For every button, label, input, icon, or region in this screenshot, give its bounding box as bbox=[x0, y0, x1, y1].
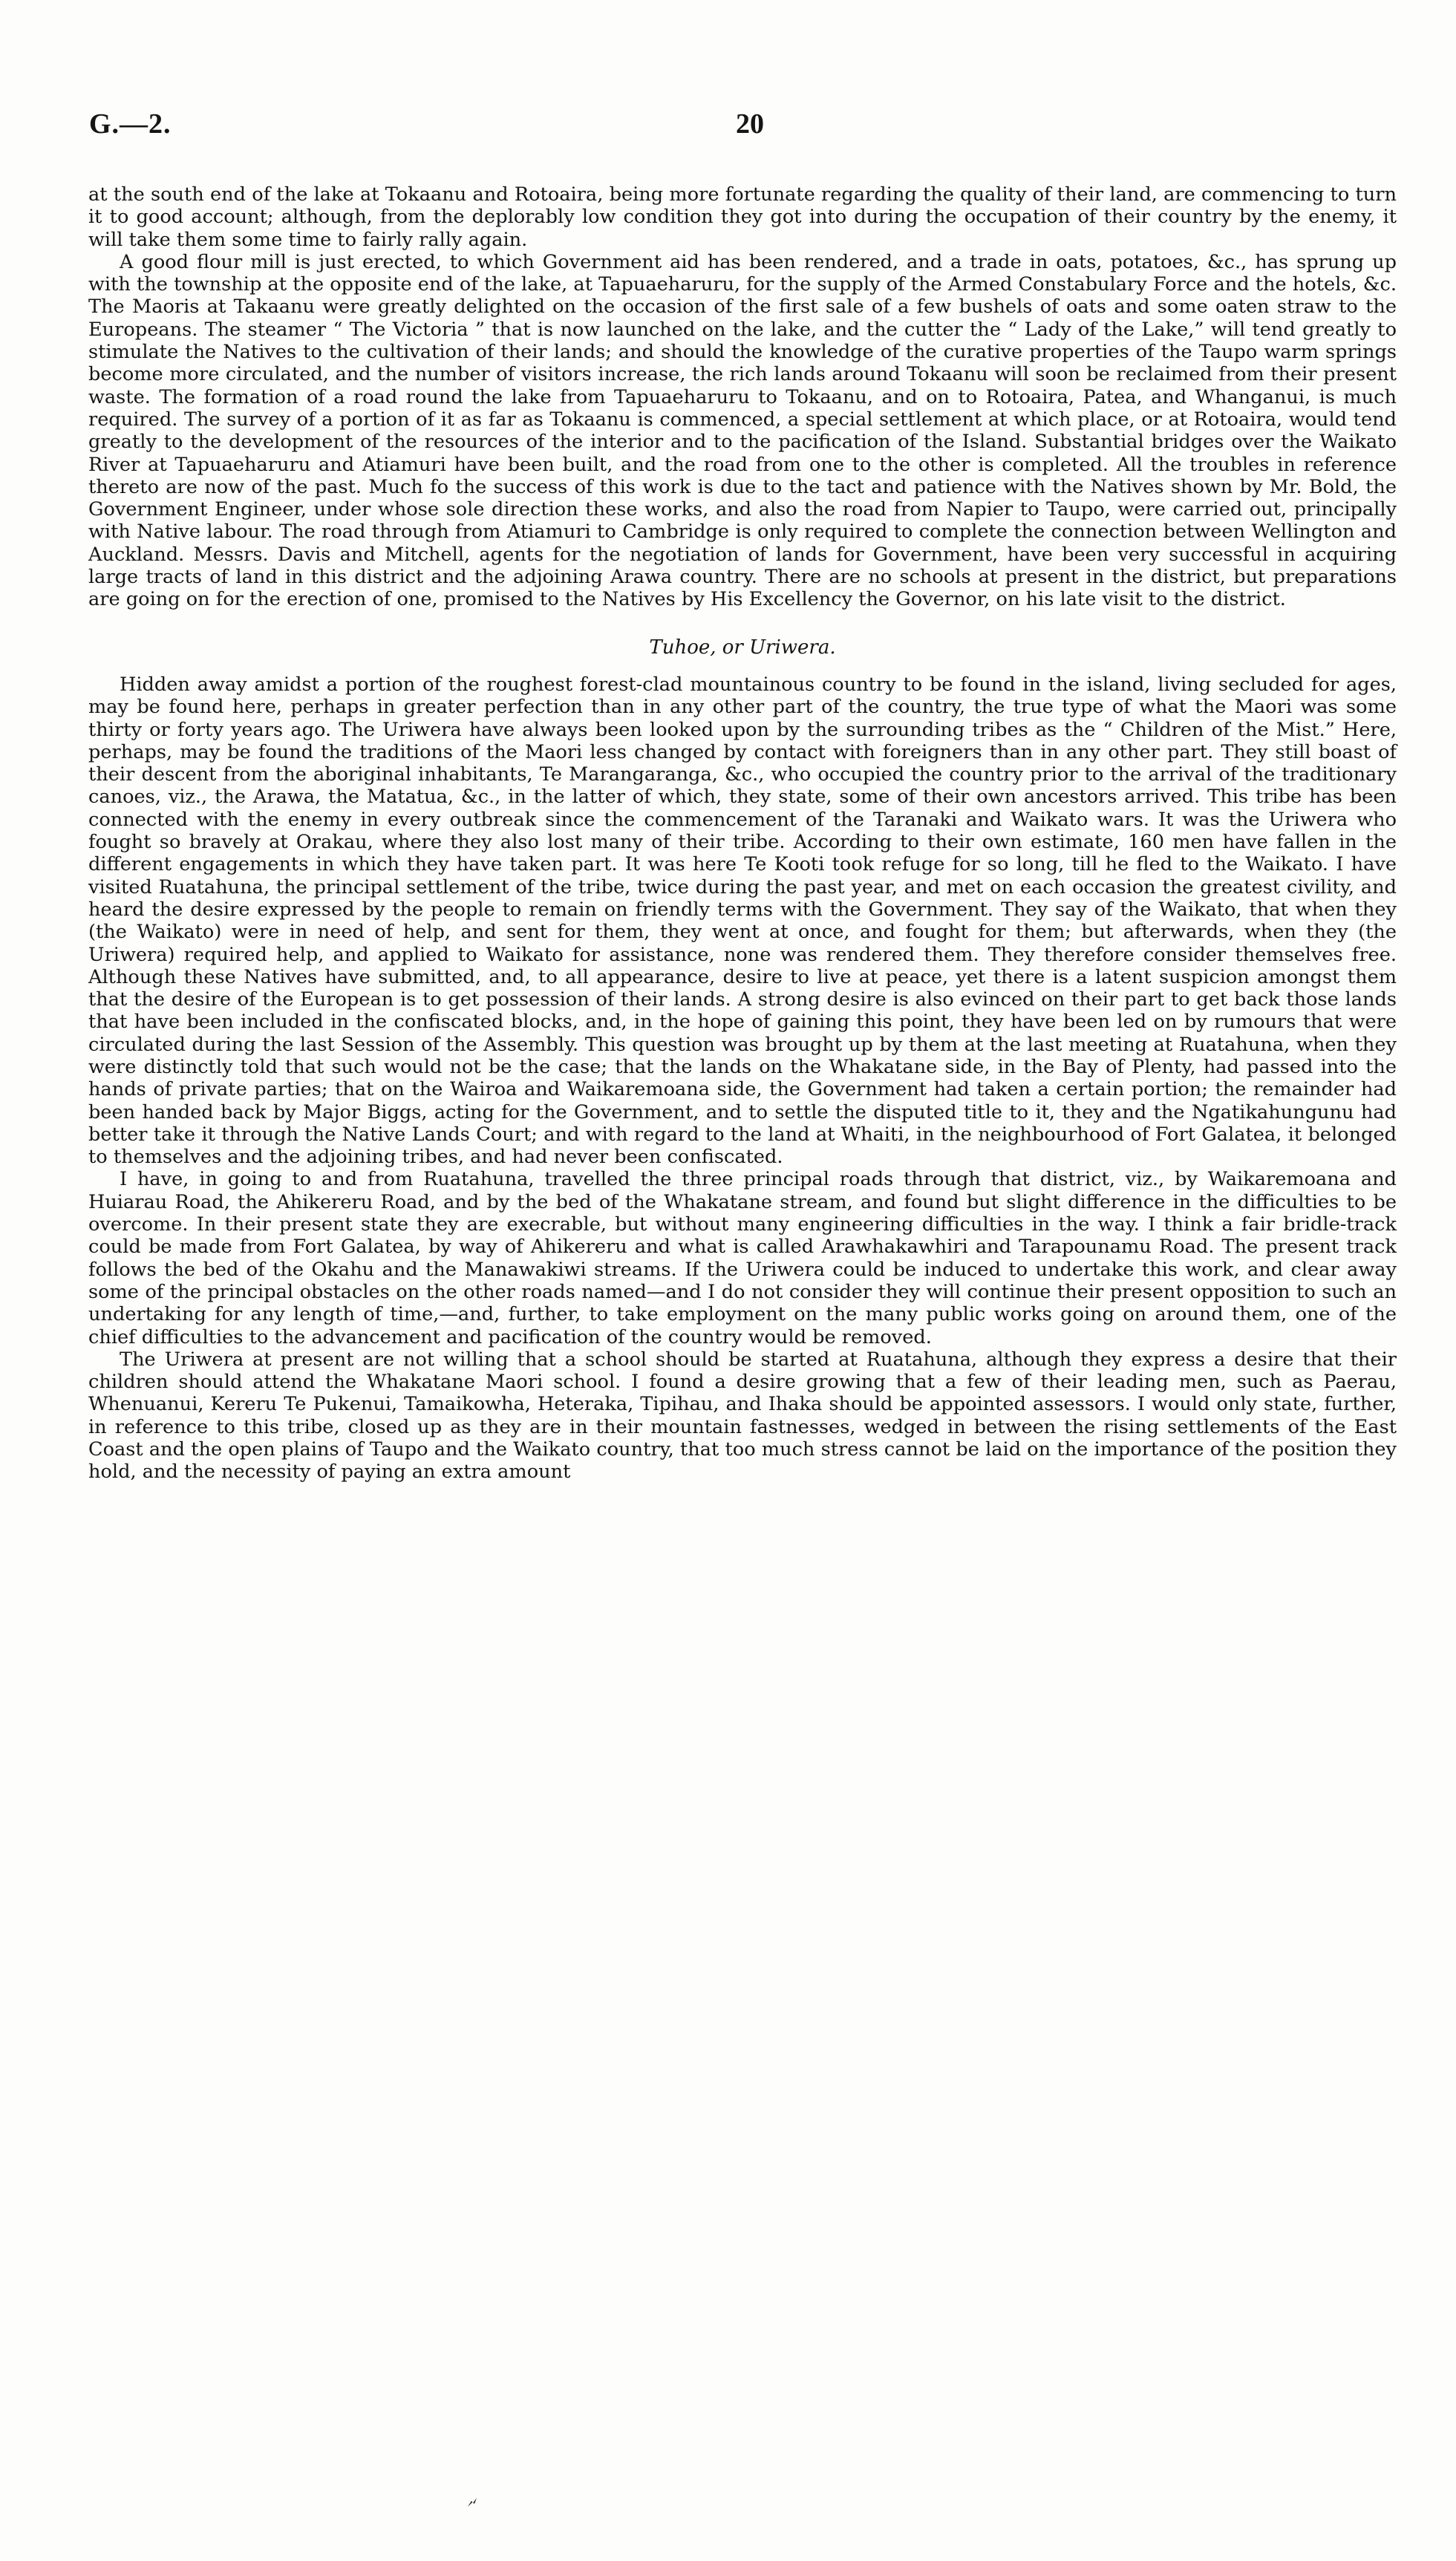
paragraph-continued: at the south end of the lake at Tokaanu and Rotoaira, being more fortunate regarding the quality of their land, are commencing to turn it to good account; although, from the deplorably low condition they got into during the occupation of their country by the enemy, it will take them some time to fairly rally again. bbox=[88, 183, 1397, 251]
document-identifier: G.—2. bbox=[89, 108, 172, 140]
section-heading: Tuhoe, or Uriwera. bbox=[649, 636, 836, 659]
paragraph-uriwera-history: Hidden away amidst a portion of the roughest forest-clad mountainous country to be found in the island, living secluded for ages, may be found here, perhaps in greater perfection than in any other part of the country, the true type of what the Maori was some thirty or forty years ago. The Uriwera have always been looked upon by the surrounding tribes as the “ Children of the Mist.” Here, perhaps, may be found the traditions of the Maori less changed by contact with foreigners than in any other part. They still boast of their descent from the aboriginal inhabitants, Te Marangaranga, &c., who occupied the country prior to the arrival of the traditionary canoes, viz., the Arawa, the Matatua, &c., in the latter of which, they state, some of their own ancestors arrived. This tribe has been connected with the enemy in every outbreak since the commencement of the Taranaki and Waikato wars. It was the Uriwera who fought so bravely at Orakau, where they also lost many of their tribe. According to their own estimate, 160 men have fallen in the different engagements in which they have taken part. It was here Te Kooti took refuge for so long, till he fled to the Waikato. I have visited Ruatahuna, the principal settlement of the tribe, twice during the past year, and met on each occasion the greatest civility, and heard the desire expressed by the people to remain on friendly terms with the Government. They say of the Waikato, that when they (the Waikato) were in need of help, and sent for them, they went at once, and fought for them; but afterwards, when they (the Uriwera) required help, and applied to Waikato for assistance, none was rendered them. They therefore consider themselves free. Although these Natives have submitted, and, to all appearance, desire to live at peace, yet there is a latent suspicion amongst them that the desire of the European is to get possession of their lands. A strong desire is also evinced on their part to get back those lands that have been included in the confiscated blocks, and, in the hope of gaining this point, they have been led on by rumours that were circulated during the last Session of the Assembly. This question was brought up by them at the last meeting at Ruatahuna, when they were distinctly told that such would not be the case; that the lands on the Whakatane side, in the Bay of Plenty, had passed into the hands of private parties; that on the Wairoa and Waikaremoana side, the Government had taken a certain portion; the remainder had been handed back by Major Biggs, acting for the Government, and to settle the disputed title to it, they and the Ngatikahungunu had better take it through the Native Lands Court; and with regard to the land at Whaiti, in the neighbourhood of Fort Galatea, it belonged to themselves and the adjoining tribes, and had never been confiscated. bbox=[88, 673, 1397, 1169]
page-number: 20 bbox=[736, 108, 764, 140]
ink-mark-icon bbox=[466, 2496, 478, 2508]
body-text bbox=[88, 183, 1397, 1484]
page-header bbox=[89, 108, 1396, 160]
paragraph-uriwera-school: The Uriwera at present are not willing that a school should be started at Ruatahuna, although they express a desire that their children should attend the Whakatane Maori school. I found a desire growing that a few of their leading men, such as Paerau, Whenuanui, Kereru Te Pukenui, Tamaikowha, Heteraka, Tipihau, and Ihaka should be appointed assessors. I would only state, further, in reference to this tribe, closed up as they are in their mountain fastnesses, wedged in between the rising settlements of the East Coast and the open plains of Taupo and the Waikato country, that too much stress cannot be laid on the importance of the position they hold, and the necessity of paying an extra amount bbox=[88, 1348, 1397, 1484]
paragraph-taupo-development: A good flour mill is just erected, to which Government aid has been rendered, and a trade in oats, potatoes, &c., has sprung up with the township at the opposite end of the lake, at Tapuaeharuru, for the supply of the Armed Constabulary Force and the hotels, &c. The Maoris at Takaanu were greatly delighted on the occasion of the first sale of a few bushels of oats and some oaten straw to the Europeans. The steamer “ The Victoria ” that is now launched on the lake, and the cutter the “ Lady of the Lake,” will tend greatly to stimulate the Natives to the cultivation of their lands; and should the knowledge of the curative properties of the Taupo warm springs become more circulated, and the number of visitors increase, the rich lands around Tokaanu will soon be reclaimed from their present waste. The formation of a road round the lake from Tapuaeharuru to Tokaanu, and on to Rotoaira, Patea, and Whanganui, is much required. The survey of a portion of it as far as Tokaanu is commenced, a special settlement at which place, or at Rotoaira, would tend greatly to the development of the resources of the interior and to the pacification of the Island. Substantial bridges over the Waikato River at Tapuaeharuru and Atiamuri have been built, and the road from one to the other is completed. All the troubles in reference thereto are now of the past. Much fo the success of this work is due to the tact and patience with the Natives shown by Mr. Bold, the Government Engineer, under whose sole direction these works, and also the road from Napier to Taupo, were carried out, principally with Native labour. The road through from Atiamuri to Cambridge is only required to complete the connection between Wellington and Auckland. Messrs. Davis and Mitchell, agents for the negotiation of lands for Government, have been very successful in acquiring large tracts of land in this district and the adjoining Arawa country. There are no schools at present in the district, but preparations are going on for the erection of one, promised to the Natives by His Excellency the Governor, on his late visit to the district. bbox=[88, 250, 1397, 611]
paragraph-uriwera-roads: I have, in going to and from Ruatahuna, travelled the three principal roads through that district, viz., by Waikaremoana and Huiarau Road, the Ahikereru Road, and by the bed of the Whakatane stream, and found but slight difference in the difficulties to be overcome. In their present state they are execrable, but without many engineering difficulties in the way. I think a fair bridle-track could be made from Fort Galatea, by way of Ahikereru and what is called Arawhakawhiri and Tarapounamu Road. The present track follows the bed of the Okahu and the Manawakiwi streams. If the Uriwera could be induced to undertake this work, and clear away some of the principal obstacles on the other roads named—and I do not consider they will continue their present opposition to such an undertaking for any length of time,—and, further, to take employment on the many public works going on around them, one of the chief difficulties to the advancement and pacification of the country would be removed. bbox=[88, 1168, 1397, 1348]
